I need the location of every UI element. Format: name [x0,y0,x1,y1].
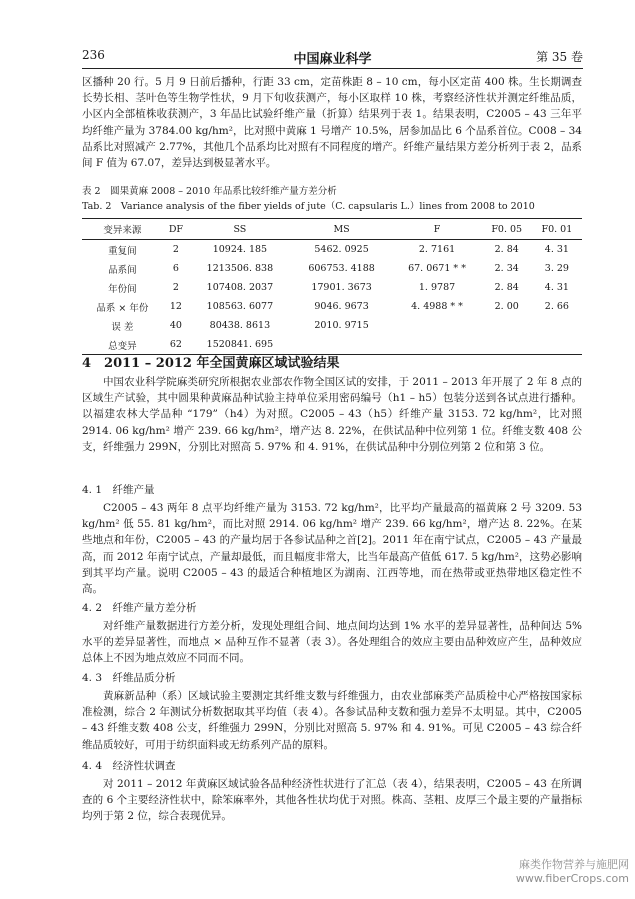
table-cell: 2. 00 [494,301,519,312]
table-cell: 误 差 [111,321,134,333]
table-header-cell: F0. 05 [482,219,532,240]
table-header-cell: SS [189,219,291,240]
table-cell: 80438. 8613 [209,320,271,331]
section-4-intro [82,374,582,455]
running-header [82,48,583,69]
watermark-line: 麻类作物营养与施肥网 [519,858,629,871]
table-cell: 4. 31 [544,244,569,255]
table-cell: 5462. 0925 [314,244,369,255]
table-header-cell: F [392,219,481,240]
table-cell: 108563. 6077 [206,301,274,312]
table-cell: 606753. 4188 [308,263,375,274]
table-cell [482,335,532,355]
table-row [82,278,582,297]
table-cell: 品系 × 年份 [96,302,149,314]
table-cell: 12 [169,301,182,312]
table-cell: 2 [172,282,179,293]
table-header-cell: 变异来源 [82,219,163,240]
section-4-title: 4 2011 – 2012 年全国黄麻区域试验结果 [82,356,340,371]
table-cell: 2. 7161 [418,244,456,255]
subsection-4-4-body [82,776,582,825]
paragraph-text: 对 2011 – 2012 年黄麻区域试验各品种经济性状进行了汇总（表 4），结果表明，C2005 – 43 在所调查的 6 个主要经济性状中，除笨麻率外，其他各性状均优于对照。株高、茎粗、皮厚三个最主要的产量指标均列于第 2 位，综合表现优异。 [82,778,582,823]
table-cell [532,335,582,355]
table-cell: 年份间 [108,283,137,295]
table-cell: 6 [172,263,179,274]
paragraph-text: 对纤维产量数据进行方差分析，发现处理组合间、地点间均达到 1% 水平的差异显著性，品种间达 5% 水平的差异显著性，而地点 × 品种互作不显著（表 3）。各处理组合的效应主要由品种效应产生，品种效应总体上不因为地点效应不同而不同。 [82,620,582,665]
table-row [82,316,582,335]
table-cell: 1213506. 838 [206,263,274,274]
table-cell: 17901. 3673 [311,282,372,293]
table-cell: 40 [169,320,182,331]
journal-title: 中国麻业科学 [293,52,372,67]
table-cell [392,335,481,355]
table-cell: 10924. 185 [212,244,268,255]
subsection-4-4-title: 4. 4 经济性状调查 [82,760,176,772]
table-header-cell: F0. 01 [532,219,582,240]
paragraph-text: C2005 – 43 两年 8 点平均纤维产量为 3153. 72 kg/hm²，比平均产量最高的福黄麻 2 号 3209. 53 kg/hm² 低 55. 81 kg/hm²，而比对照 2914. 06 kg/hm² 增产 239. 66 kg/hm²，增产达 8. 22%。在某些地点和年份，C2005 – 43 的产量均居于各参试品种之首[2]。2011 年在南宁试点，C2005 – 43 产量最高，而 2012 年南宁试点，产量却最低，而且幅度非常大，比当年最高产值低 617. 5 kg/hm²，这势必影响到其平均产量。说明 C2005 – 43 的最适合种植地区为湖南、江西等地，而在热带或亚热带地区稳定性不高。 [82,502,582,596]
table-caption-cn: 表 2 圆果黄麻 2008 – 2010 年品系比较纤维产量方差分析 [82,186,337,197]
table-cell [482,316,532,335]
table-cell: 62 [163,335,189,355]
table-cell: 2. 84 [494,244,519,255]
table-header-row [82,219,582,240]
table-cell: 总变异 [82,335,163,355]
table-cell: 2. 66 [544,301,569,312]
subsection-4-3-body [82,688,582,753]
table-row [82,297,582,316]
table-cell: 1. 9787 [418,282,456,293]
paragraph-text: 中国农业科学院麻类研究所根据农业部农作物全国区试的安排，于 2011 – 2013 年开展了 2 年 8 点的区域生产试验，其中圆果种黄麻品种试验主持单位采用密码编号（h1 – h5）包装分送到各试点进行播种。以福建农林大学品种 “179”（h4）为对照。C2005 – 43（h5）纤维产量 3153. 72 kg/hm²，比对照 2914. 06 kg/hm² 增产 239. 66 kg/hm²，增产达 8. 22%，在供试品种中位列第 1 位。纤维支数 408 公支，纤维强力 299N，分别比对照高 5. 97% 和 4. 91%，在供试品种中分别位列第 2 位和第 3 位。 [82,376,582,453]
table-cell: 品系间 [108,264,137,276]
table-caption-en: Tab. 2 Variance analysis of the fiber yields of jute（C. capsularis L.）lines from 2008 to 2010 [82,201,535,212]
watermark-url: www.fiberCrops.com [515,872,629,885]
table-cell: 2010. 9715 [314,320,369,331]
table-cell: 67. 0671 * * [408,263,466,274]
subsection-4-2-title: 4. 2 纤维产量方差分析 [82,602,197,614]
volume-label: 第 35 卷 [536,50,583,64]
table-cell [532,316,582,335]
subsection-4-2-body [82,618,582,667]
table-cell: 4. 31 [544,282,569,293]
table-cell: 4. 4988 * * [411,301,463,312]
table-cell: 2 [172,244,179,255]
table-cell: 1520841. 695 [189,335,291,355]
table-caption [82,184,582,214]
table-cell: 2. 84 [494,282,519,293]
table-cell: 2. 34 [494,263,519,274]
table-header-cell: DF [163,219,189,240]
subsection-4-3-title: 4. 3 纤维品质分析 [82,672,176,684]
table-cell [392,316,481,335]
table-cell: 3. 29 [544,263,569,274]
page-number: 236 [82,48,105,62]
variance-table [82,218,582,355]
table-cell: 重复间 [108,245,137,257]
watermark [516,858,629,886]
paragraph-text: 区播种 20 行。5 月 9 日前后播种，行距 33 cm，定苗株距 8 – 10 cm，每小区定苗 400 株。生长期调查长势长相、茎叶色等生物学性状，9 月下旬收获测产，每小区取样 10 株，考察经济性状并测定纤维品质，小区内全部植株收获测产，3 年品比试验纤维产量（折算）结果列于表 1。结果表明，C2005 – 43 三年平均纤维产量为 3784.00 kg/hm²，比对照中黄麻 1 号增产 10.5%，居参加品比 6 个品系首位。C008 – 34 品系比对照减产 2.77%，其他几个品系均比对照有不同程度的增产。纤维产量结果方差分析列于表 2，品系间 F 值为 67.07，差异达到极显著水平。 [82,76,582,170]
subsection-4-1-body [82,500,582,597]
table-cell: 9046. 9673 [314,301,369,312]
table-header-cell: MS [291,219,393,240]
table-cell: 107408. 2037 [206,282,274,293]
table-row [82,240,582,260]
table-row [82,259,582,278]
subsection-4-1-title: 4. 1 纤维产量 [82,484,155,496]
paragraph-text: 黄麻新品种（系）区域试验主要测定其纤维支数与纤维强力，由农业部麻类产品质检中心严格按国家标准检测，综合 2 年测试分析数据取其平均值（表 4）。各参试品种支数和强力差异不太明显。其中，C2005 – 43 纤维支数 408 公支，纤维强力 299N，分别比对照高 5. 97% 和 4. 91%。可见 C2005 – 43 综合纤维品质较好，可用于纺织面料或无纺系列产品的原料。 [82,690,582,751]
paragraph-continued [82,74,582,171]
